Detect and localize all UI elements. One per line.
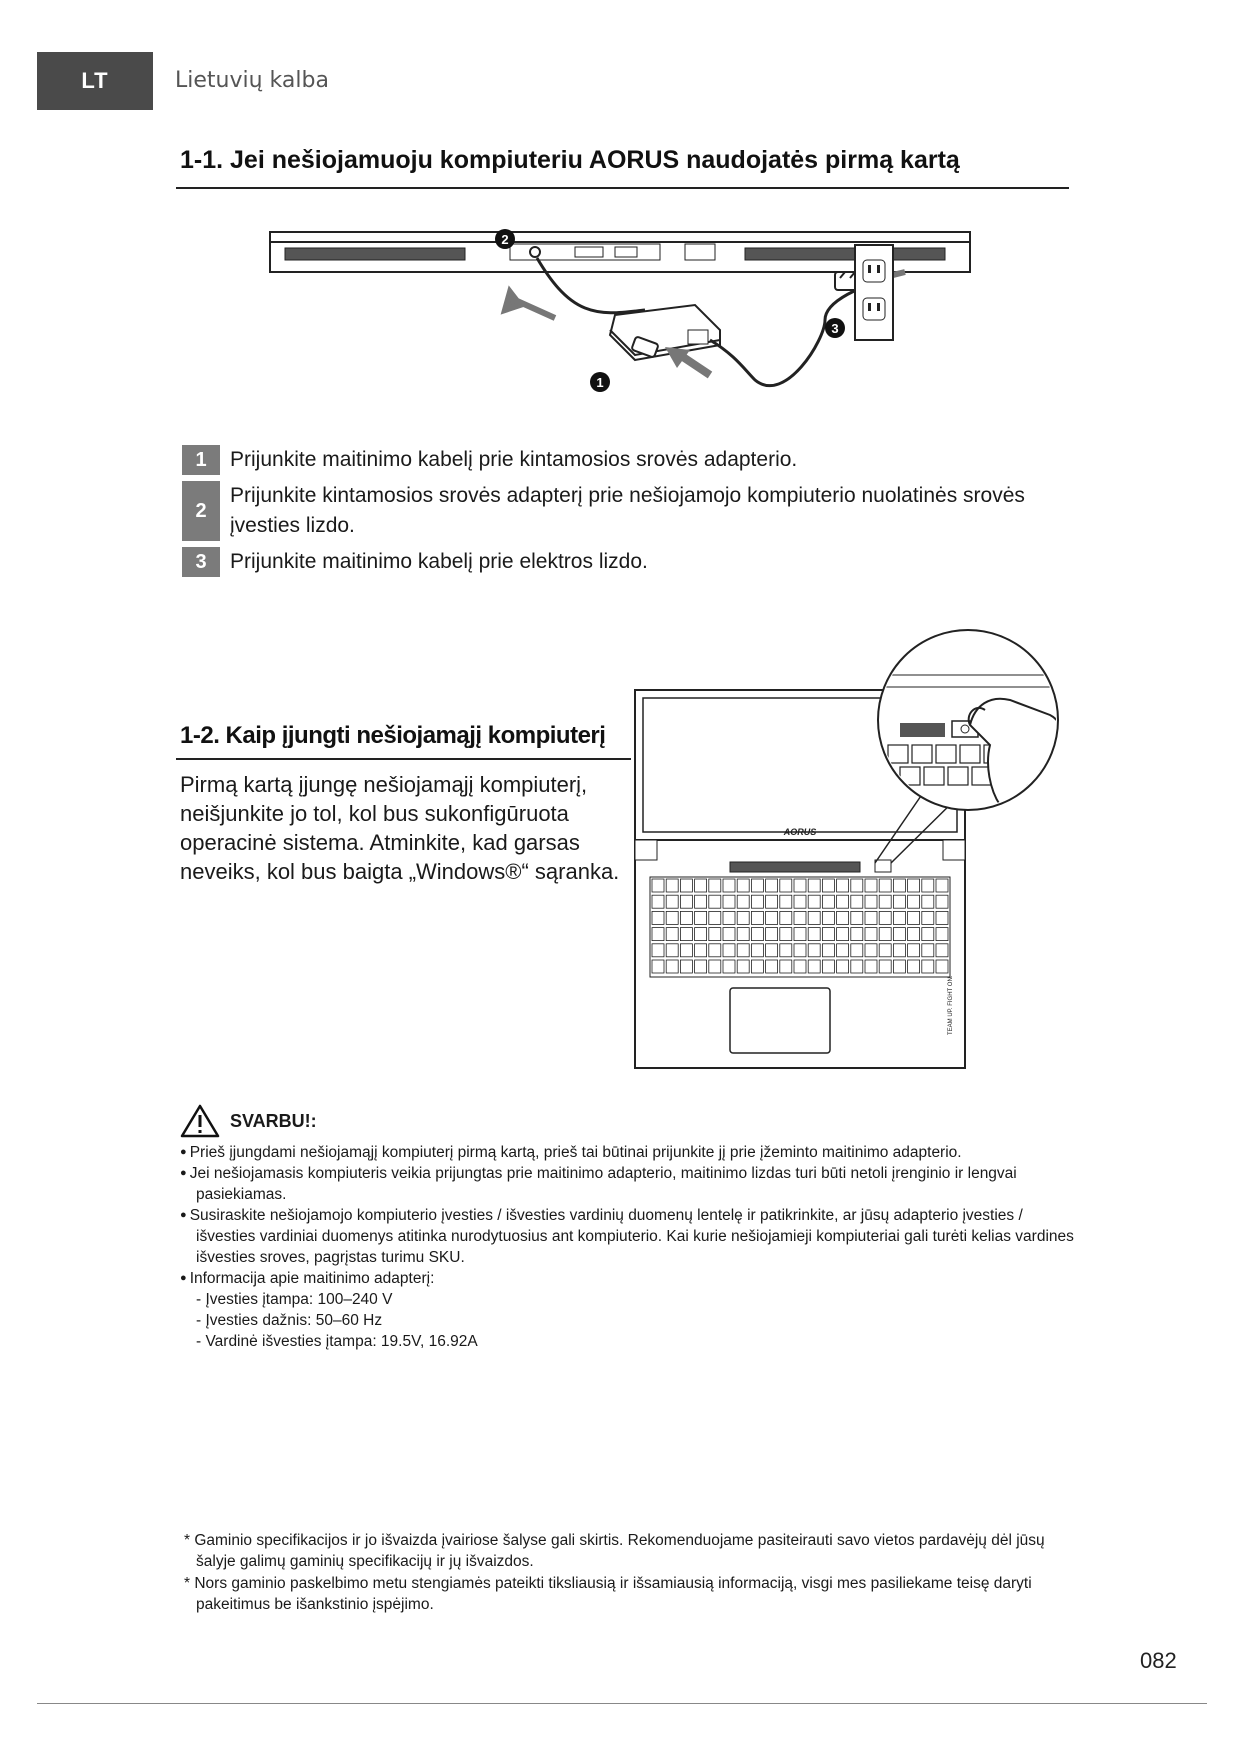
keyboard-key bbox=[808, 879, 820, 892]
keyboard-key bbox=[709, 960, 721, 973]
keyboard-key bbox=[808, 928, 820, 941]
keyboard-key bbox=[822, 928, 834, 941]
keyboard-key bbox=[766, 960, 778, 973]
keyboard-key bbox=[666, 895, 678, 908]
language-name: Lietuvių kalba bbox=[175, 68, 329, 93]
adapter-spec: - Įvesties dažnis: 50–60 Hz bbox=[196, 1312, 383, 1329]
keyboard-key bbox=[837, 911, 849, 924]
keyboard-key bbox=[879, 928, 891, 941]
keyboard-key bbox=[922, 928, 934, 941]
figure-callout-3: 3 bbox=[831, 321, 839, 336]
keyboard-key bbox=[936, 911, 948, 924]
keyboard-key bbox=[822, 879, 834, 892]
keyboard-key bbox=[808, 911, 820, 924]
keyboard-key bbox=[851, 960, 863, 973]
figure-callout-1: 1 bbox=[596, 375, 604, 390]
keyboard-key bbox=[922, 944, 934, 957]
adapter-spec: - Vardinė išvesties įtampa: 19.5V, 16.92A bbox=[196, 1333, 478, 1350]
keyboard-key bbox=[766, 928, 778, 941]
important-list bbox=[178, 1142, 1078, 1352]
keyboard-key bbox=[908, 960, 920, 973]
keyboard-key bbox=[808, 960, 820, 973]
keyboard-key bbox=[766, 944, 778, 957]
keyboard-key bbox=[695, 895, 707, 908]
keyboard-key bbox=[723, 928, 735, 941]
keyboard-key bbox=[751, 928, 763, 941]
step-number: 1 bbox=[182, 445, 220, 475]
keyboard-key bbox=[680, 960, 692, 973]
keyboard-key bbox=[936, 879, 948, 892]
keyboard-key bbox=[695, 928, 707, 941]
keyboard-key bbox=[908, 895, 920, 908]
step-number: 2 bbox=[182, 481, 220, 541]
figure-callout-2: 2 bbox=[501, 232, 509, 247]
keyboard-key bbox=[837, 944, 849, 957]
keyboard-key bbox=[865, 879, 877, 892]
keyboard-key bbox=[837, 879, 849, 892]
step-text: Prijunkite maitinimo kabelį prie kintamosios srovės adapterio. bbox=[230, 448, 798, 471]
keyboard-key bbox=[780, 895, 792, 908]
list-item: ● Jei nešiojamasis kompiuteris veikia prijungtas prie maitinimo adapterio, maitinimo lizdas turi būti netoli įrenginio ir lengvai pasiekiamas. bbox=[178, 1163, 1078, 1205]
keyboard-key bbox=[652, 928, 664, 941]
keyboard-key bbox=[822, 944, 834, 957]
keyboard-key bbox=[751, 895, 763, 908]
keyboard-key bbox=[723, 895, 735, 908]
keyboard-key bbox=[936, 960, 948, 973]
keyboard-key bbox=[737, 879, 749, 892]
keyboard-key bbox=[737, 960, 749, 973]
keyboard-key bbox=[837, 960, 849, 973]
keyboard-key bbox=[879, 879, 891, 892]
keyboard-key bbox=[780, 911, 792, 924]
keyboard-key bbox=[922, 895, 934, 908]
keyboard-key bbox=[851, 944, 863, 957]
adapter-spec: - Įvesties įtampa: 100–240 V bbox=[196, 1291, 393, 1308]
section2-intro: Pirmą kartą įjungę nešiojamąjį kompiuterį, neišjunkite jo tol, kol bus sukonfigūruota operacinė sistema. Atminkite, kad garsas neveiks, kol bus baigta „Windows®“ sąranka. bbox=[180, 772, 620, 884]
keyboard-key bbox=[780, 944, 792, 957]
keyboard-key bbox=[936, 895, 948, 908]
section2-rule bbox=[176, 758, 631, 760]
connection-steps bbox=[182, 445, 1062, 583]
keyboard-key bbox=[709, 895, 721, 908]
keyboard-key bbox=[737, 944, 749, 957]
language-code: LT bbox=[81, 68, 109, 93]
section1-rule bbox=[176, 187, 1069, 189]
keyboard-key bbox=[893, 944, 905, 957]
keyboard-key bbox=[766, 895, 778, 908]
keyboard-key bbox=[936, 928, 948, 941]
keyboard-key bbox=[652, 944, 664, 957]
keyboard-key bbox=[908, 911, 920, 924]
keyboard-key bbox=[794, 911, 806, 924]
keyboard-key bbox=[851, 879, 863, 892]
important-title: SVARBU!: bbox=[230, 1110, 317, 1131]
keyboard-key bbox=[751, 960, 763, 973]
keyboard-key bbox=[865, 944, 877, 957]
keyboard-key bbox=[652, 879, 664, 892]
keyboard-key bbox=[794, 928, 806, 941]
keyboard-key bbox=[908, 928, 920, 941]
keyboard-key bbox=[893, 960, 905, 973]
warning-icon bbox=[180, 1104, 220, 1138]
keyboard-key bbox=[780, 960, 792, 973]
keyboard-key bbox=[766, 911, 778, 924]
keyboard-key bbox=[893, 911, 905, 924]
keyboard-key bbox=[837, 928, 849, 941]
keyboard-key bbox=[794, 879, 806, 892]
keyboard-key bbox=[893, 928, 905, 941]
keyboard-key bbox=[865, 960, 877, 973]
keyboard-key bbox=[723, 911, 735, 924]
keyboard-key bbox=[652, 911, 664, 924]
keyboard-key bbox=[680, 944, 692, 957]
step-item bbox=[182, 481, 1062, 541]
keyboard-key bbox=[680, 895, 692, 908]
keyboard-key bbox=[922, 911, 934, 924]
footnote: * Nors gaminio paskelbimo metu stengiamės pateikti tiksliausią ir išsamiausią informaciją, visgi mes pasiliekame teisę daryti pakeitimus be išankstinio įspėjimo. bbox=[184, 1575, 1032, 1613]
keyboard-key bbox=[695, 944, 707, 957]
keyboard-key bbox=[865, 895, 877, 908]
keyboard-key bbox=[680, 879, 692, 892]
keyboard-key bbox=[751, 879, 763, 892]
footnotes bbox=[178, 1530, 1078, 1616]
keyboard-key bbox=[666, 928, 678, 941]
keyboard-key bbox=[837, 895, 849, 908]
keyboard-key bbox=[794, 895, 806, 908]
keyboard-key bbox=[865, 928, 877, 941]
keyboard-key bbox=[709, 944, 721, 957]
keyboard-key bbox=[695, 879, 707, 892]
keyboard-key bbox=[737, 928, 749, 941]
laptop-slogan: TEAM UP. FIGHT ON. bbox=[948, 975, 954, 1035]
keyboard-key bbox=[666, 960, 678, 973]
keyboard-key bbox=[723, 879, 735, 892]
keyboard-key bbox=[751, 944, 763, 957]
keyboard-key bbox=[922, 960, 934, 973]
keyboard-key bbox=[737, 895, 749, 908]
keyboard-key bbox=[737, 911, 749, 924]
keyboard-key bbox=[936, 944, 948, 957]
section1-title: 1-1. Jei nešiojamuoju kompiuteriu AORUS naudojatės pirmą kartą bbox=[180, 146, 960, 174]
keyboard-key bbox=[908, 879, 920, 892]
keyboard-key bbox=[723, 944, 735, 957]
keyboard-key bbox=[893, 895, 905, 908]
keyboard-key bbox=[652, 960, 664, 973]
step-text: Prijunkite kintamosios srovės adapterį prie nešiojamojo kompiuterio nuolatinės srovės įvesties lizdo. bbox=[230, 484, 1025, 537]
keyboard-key bbox=[851, 928, 863, 941]
footnote: * Gaminio specifikacijos ir jo išvaizda įvairiose šalyse gali skirtis. Rekomenduojame pasiteirauti savo vietos pardavėjų dėl jūsų šalyje galimų gaminių specifikacijų ir jų išvaizdos. bbox=[184, 1532, 1045, 1570]
keyboard-key bbox=[666, 911, 678, 924]
keyboard-key bbox=[680, 928, 692, 941]
language-badge bbox=[37, 52, 153, 110]
keyboard-key bbox=[822, 895, 834, 908]
keyboard-key bbox=[893, 879, 905, 892]
keyboard-key bbox=[822, 911, 834, 924]
keyboard-key bbox=[879, 895, 891, 908]
list-item: ● Prieš įjungdami nešiojamąjį kompiuterį pirmą kartą, prieš tai būtinai prijunkite jį prie įžeminto maitinimo adapterio. bbox=[178, 1142, 1078, 1163]
keyboard-key bbox=[851, 895, 863, 908]
keyboard-key bbox=[695, 960, 707, 973]
keyboard-key bbox=[922, 879, 934, 892]
keyboard-key bbox=[766, 879, 778, 892]
keyboard-key bbox=[794, 944, 806, 957]
keyboard-key bbox=[879, 960, 891, 973]
laptop-brand: AORUS bbox=[783, 827, 817, 837]
step-number: 3 bbox=[182, 547, 220, 577]
step-text: Prijunkite maitinimo kabelį prie elektros lizdo. bbox=[230, 550, 648, 573]
keyboard-key bbox=[794, 960, 806, 973]
keyboard-key bbox=[751, 911, 763, 924]
page-number: 082 bbox=[1140, 1648, 1177, 1673]
keyboard-key bbox=[695, 911, 707, 924]
keyboard-key bbox=[709, 879, 721, 892]
step-item bbox=[182, 445, 1062, 475]
keyboard-key bbox=[851, 911, 863, 924]
laptop-power-figure bbox=[630, 615, 1100, 1075]
keyboard-key bbox=[680, 911, 692, 924]
keyboard-key bbox=[879, 911, 891, 924]
adapter-connection-figure bbox=[265, 220, 995, 420]
list-item: ● Susiraskite nešiojamojo kompiuterio įvesties / išvesties vardinių duomenų lentelę ir patikrinkite, ar jūsų adapterio įvesties / išvesties vardiniai duomenys atitinka nurodytuosius ant kompiuterio. Kai kurie nešiojamieji kompiuteriai gali turėti kelias vardines išvesties sroves, pagrįstas turimu SKU. bbox=[178, 1205, 1078, 1268]
keyboard-key bbox=[709, 911, 721, 924]
keyboard-key bbox=[808, 944, 820, 957]
keyboard-key bbox=[652, 895, 664, 908]
keyboard-key bbox=[780, 928, 792, 941]
list-item: ● Informacija apie maitinimo adapterį: bbox=[178, 1268, 1078, 1289]
keyboard-key bbox=[865, 911, 877, 924]
section2-title: 1-2. Kaip įjungti nešiojamąjį kompiuterį bbox=[180, 722, 606, 749]
keyboard-key bbox=[709, 928, 721, 941]
keyboard-key bbox=[780, 879, 792, 892]
keyboard-key bbox=[808, 895, 820, 908]
keyboard-key bbox=[723, 960, 735, 973]
keyboard-key bbox=[822, 960, 834, 973]
important-heading bbox=[180, 1104, 317, 1138]
keyboard-key bbox=[666, 944, 678, 957]
keyboard-key bbox=[666, 879, 678, 892]
footer-rule bbox=[37, 1703, 1207, 1704]
step-item bbox=[182, 547, 1062, 577]
keyboard-key bbox=[908, 944, 920, 957]
keyboard-key bbox=[879, 944, 891, 957]
